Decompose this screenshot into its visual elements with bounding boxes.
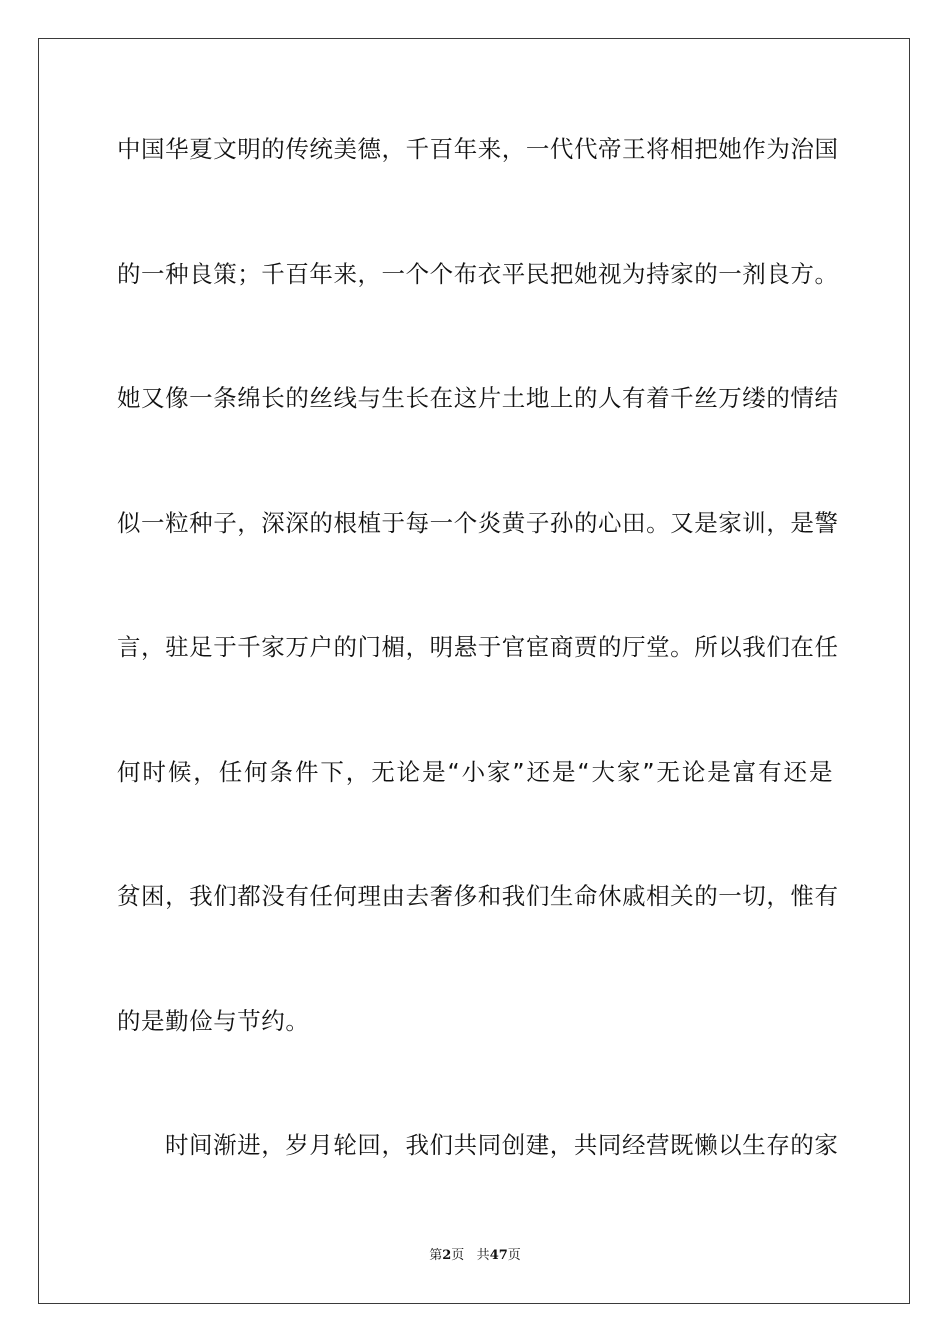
text-line: 的是勤俭与节约。 — [117, 1007, 310, 1035]
total-suffix: 页 — [507, 1248, 521, 1263]
text-line: 似一粒种子，深深的根植于每一个炎黄子孙的心田。又是家训，是警 — [117, 509, 839, 537]
text-line: 贫困，我们都没有任何理由去奢侈和我们生命休戚相关的一切，惟有 — [117, 882, 839, 910]
paragraph-first-line: 时间渐进，岁月轮回，我们共同创建，共同经营既懒以生存的家 — [165, 1131, 839, 1159]
text-line: 中国华夏文明的传统美德，千百年来，一代代帝王将相把她作为治国 — [117, 135, 839, 163]
page-number: 2 — [442, 1248, 452, 1263]
text-line: 她又像一条绵长的丝线与生长在这片土地上的人有着千丝万缕的情结 — [117, 384, 839, 412]
text-line: 的一种良策；千百年来，一个个布衣平民把她视为持家的一剂良方。 — [117, 260, 839, 288]
page-border — [38, 38, 910, 1304]
total-prefix: 共 — [476, 1248, 490, 1263]
total-pages: 47 — [489, 1248, 508, 1263]
page-suffix: 页 — [451, 1248, 465, 1263]
text-line: 何时候，任何条件下，无论是“小家”还是“大家”无论是富有还是 — [117, 758, 833, 786]
page-prefix: 第 — [429, 1248, 443, 1263]
page-footer — [0, 1247, 950, 1265]
text-line: 言，驻足于千家万户的门楣，明悬于官宦商贾的厅堂。所以我们在任 — [117, 633, 839, 661]
